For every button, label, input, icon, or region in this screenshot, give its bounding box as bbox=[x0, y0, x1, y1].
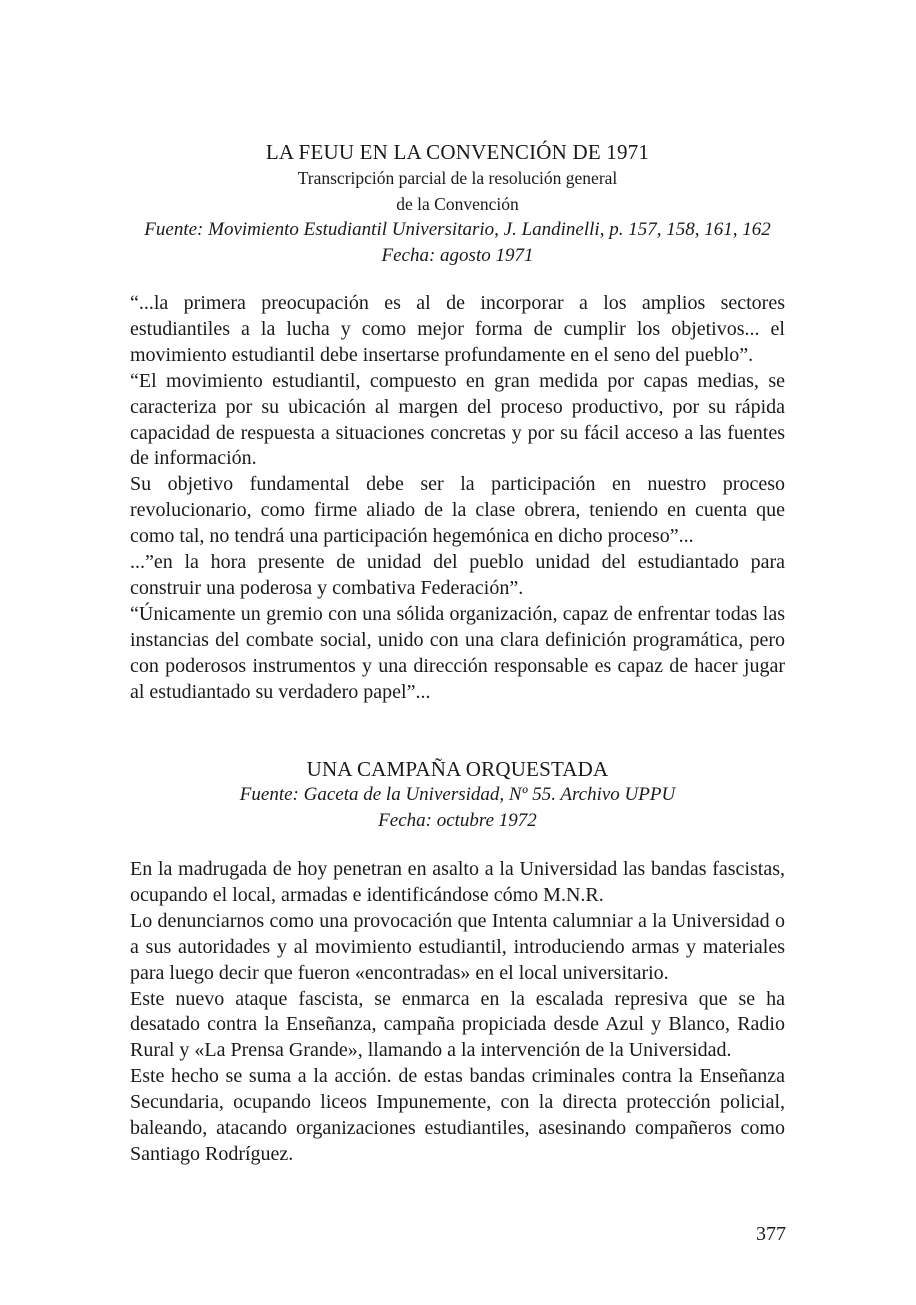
section-source: Fuente: Movimiento Estudiantil Universitario, J. Landinelli, p. 157, 158, 161, 162 bbox=[144, 219, 771, 240]
section-title: LA FEUU EN LA CONVENCIÓN DE 1971 bbox=[265, 140, 650, 164]
paragraph: ...”en la hora presente de unidad del pueblo unidad del estudiantado para construir una poderosa y combativa Federación”. bbox=[130, 551, 785, 599]
paragraph: “...la primera preocupación es al de incorporar a los amplios sectores estudiantiles a la lucha y como mejor forma de cumplir los objetivos... el movimiento estudiantil debe insertarse profundamente en el seno del pueblo”. bbox=[130, 292, 785, 366]
page-number: 377 bbox=[756, 1223, 786, 1245]
paragraph: “El movimiento estudiantil, compuesto en gran medida por capas medias, se caracteriza por su ubicación al margen del proceso productivo, por su rápida capacidad de respuesta a situaciones concretas y por su fácil acceso a las fuentes de información. bbox=[130, 369, 785, 470]
section-subtitle: Transcripción parcial de la resolución general bbox=[297, 168, 618, 188]
section-header-feuu bbox=[130, 139, 785, 269]
section-date: Fecha: agosto 1971 bbox=[381, 245, 534, 266]
paragraph: En la madrugada de hoy penetran en asalto a la Universidad las bandas fascistas, ocupando el local, armadas e identificándose cómo M.N.R. bbox=[130, 858, 785, 906]
section-body-campana bbox=[130, 857, 785, 1168]
section-header-campana bbox=[130, 756, 785, 834]
section-date: Fecha: octubre 1972 bbox=[378, 810, 537, 831]
section-body-feuu bbox=[130, 291, 785, 706]
section-source: Fuente: Gaceta de la Universidad, Nº 55. Archivo UPPU bbox=[239, 784, 676, 805]
section-subtitle: de la Convención bbox=[396, 194, 519, 214]
paragraph: “Únicamente un gremio con una sólida organización, capaz de enfrentar todas las instancias del combate social, unido con una clara definición programática, pero con poderosos instrumentos y una dirección responsable es capaz de hacer jugar al estudiantado su verdadero papel”... bbox=[130, 602, 785, 703]
paragraph: Este nuevo ataque fascista, se enmarca en la escalada represiva que se ha desatado contra la Enseñanza, campaña propiciada desde Azul y Blanco, Radio Rural y «La Prensa Grande», llamando a la intervención de la Universidad. bbox=[130, 987, 785, 1062]
section-title: UNA CAMPAÑA ORQUESTADA bbox=[306, 757, 609, 781]
paragraph: Su objetivo fundamental debe ser la participación en nuestro proceso revolucionario, como firme aliado de la clase obrera, teniendo en cuenta que como tal, no tendrá una participación hegemónica en dicho proceso”... bbox=[130, 473, 785, 548]
paragraph: Lo denunciarnos como una provocación que Intenta calumniar a la Universidad o a sus autoridades y al movimiento estudiantil, introduciendo armas y materiales para luego decir que fueron «encontradas» en el local universitario. bbox=[130, 909, 785, 984]
paragraph: Este hecho se suma a la acción. de estas bandas criminales contra la Enseñanza Secundaria, ocupando liceos Impunemente, con la directa protección policial, baleando, atacando organizaciones estudiantiles, asesinando compañeros como Santiago Rodríguez. bbox=[130, 1065, 785, 1165]
